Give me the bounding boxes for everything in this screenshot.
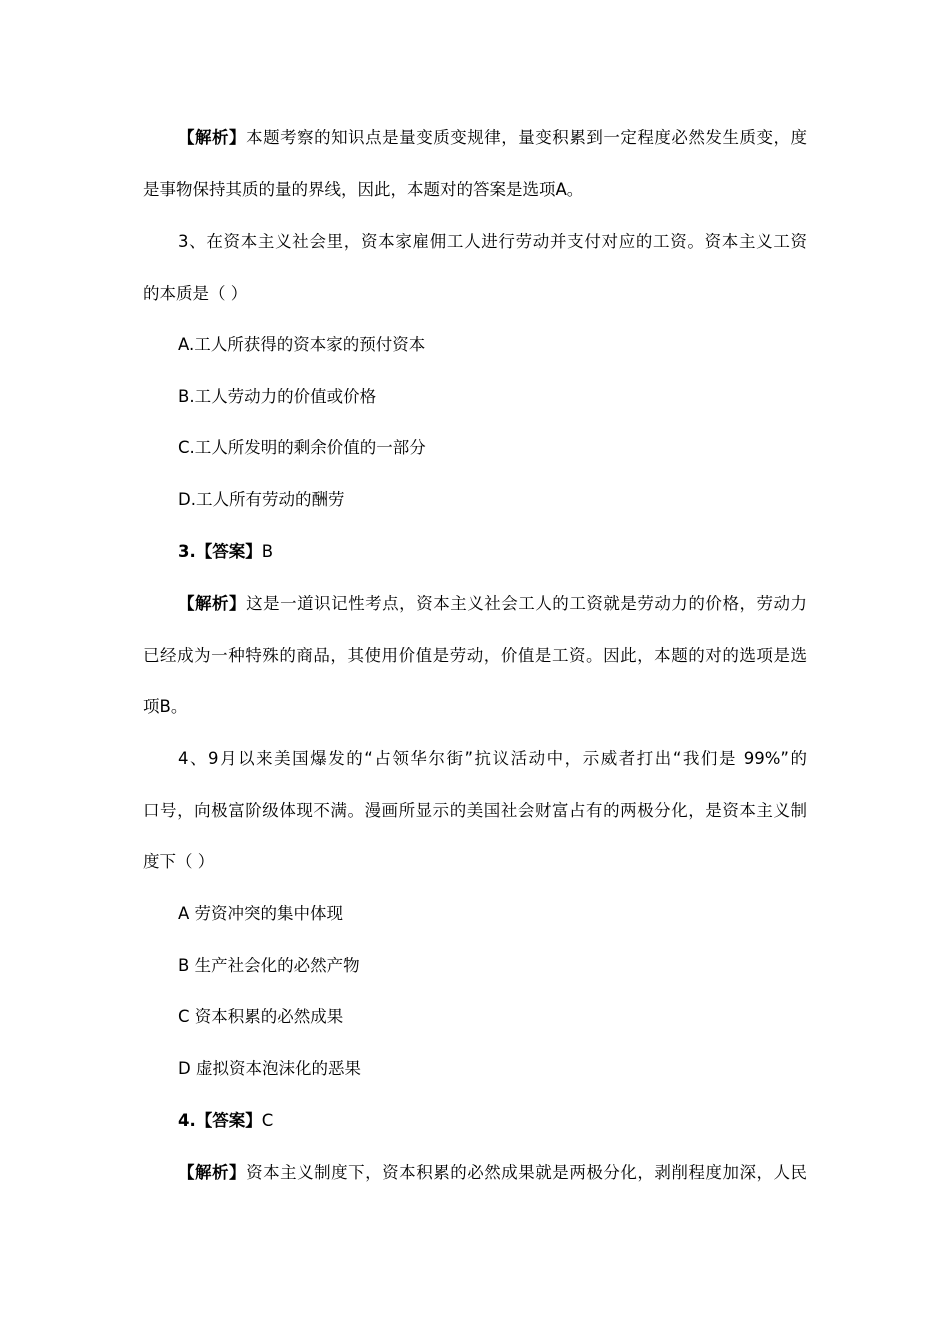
question-3-option-d: D.工人所有劳动的酬劳 [178,490,345,509]
analysis-q3-line-3: 项B。 [143,697,188,716]
answer-4 [178,1109,273,1133]
question-4-option-a: A 劳资冲突的集中体现 [178,904,344,923]
analysis-q4-line-1 [178,1161,807,1185]
analysis-q2-line-1 [178,126,807,150]
analysis-q2-line-2: 是事物保持其质的量的界线，因此，本题对的答案是选项A。 [143,180,584,199]
question-3-option-b: B.工人劳动力的价值或价格 [178,387,377,406]
question-3-stem-line-1: 3、在资本主义社会里，资本家雇佣工人进行劳动并支付对应的工资。资本主义工资 [178,232,807,251]
question-3-option-c: C.工人所发明的剩余价值的一部分 [178,438,426,457]
question-3-option-a: A.工人所获得的资本家的预付资本 [178,335,426,354]
answer-3 [178,540,273,564]
analysis-label: 【解析】 [178,1163,247,1182]
question-4-stem-line-2: 口号，向极富阶级体现不满。漫画所显示的美国社会财富占有的两极分化，是资本主义制 [143,801,807,820]
question-4-stem-line-1: 4、9月以来美国爆发的“占领华尔街”抗议活动中，示威者打出“我们是 99%”的 [178,749,807,768]
analysis-label: 【解析】 [178,128,247,147]
answer-value: C [261,1111,274,1130]
question-4-option-c: C 资本积累的必然成果 [178,1007,344,1026]
answer-label: 4.【答案】 [178,1111,262,1130]
analysis-label: 【解析】 [178,594,247,613]
question-4-option-d: D 虚拟资本泡沫化的恶果 [178,1059,361,1078]
analysis-q3-line-1 [178,592,807,616]
question-3-stem-line-2: 的本质是（ ） [143,284,248,303]
question-4-stem-line-3: 度下（ ） [143,852,215,871]
analysis-q3-line-2: 已经成为一种特殊的商品，其使用价值是劳动，价值是工资。因此，本题的对的选项是选 [143,646,807,665]
question-4-option-b: B 生产社会化的必然产物 [178,956,360,975]
answer-label: 3.【答案】 [178,542,262,561]
analysis-text: 本题考察的知识点是量变质变规律，量变积累到一定程度必然发生质变，度 [246,128,808,147]
answer-value: B [261,542,274,561]
analysis-text: 资本主义制度下，资本积累的必然成果就是两极分化，剥削程度加深，人民 [246,1163,808,1182]
analysis-text: 这是一道识记性考点，资本主义社会工人的工资就是劳动力的价格，劳动力 [246,594,808,613]
